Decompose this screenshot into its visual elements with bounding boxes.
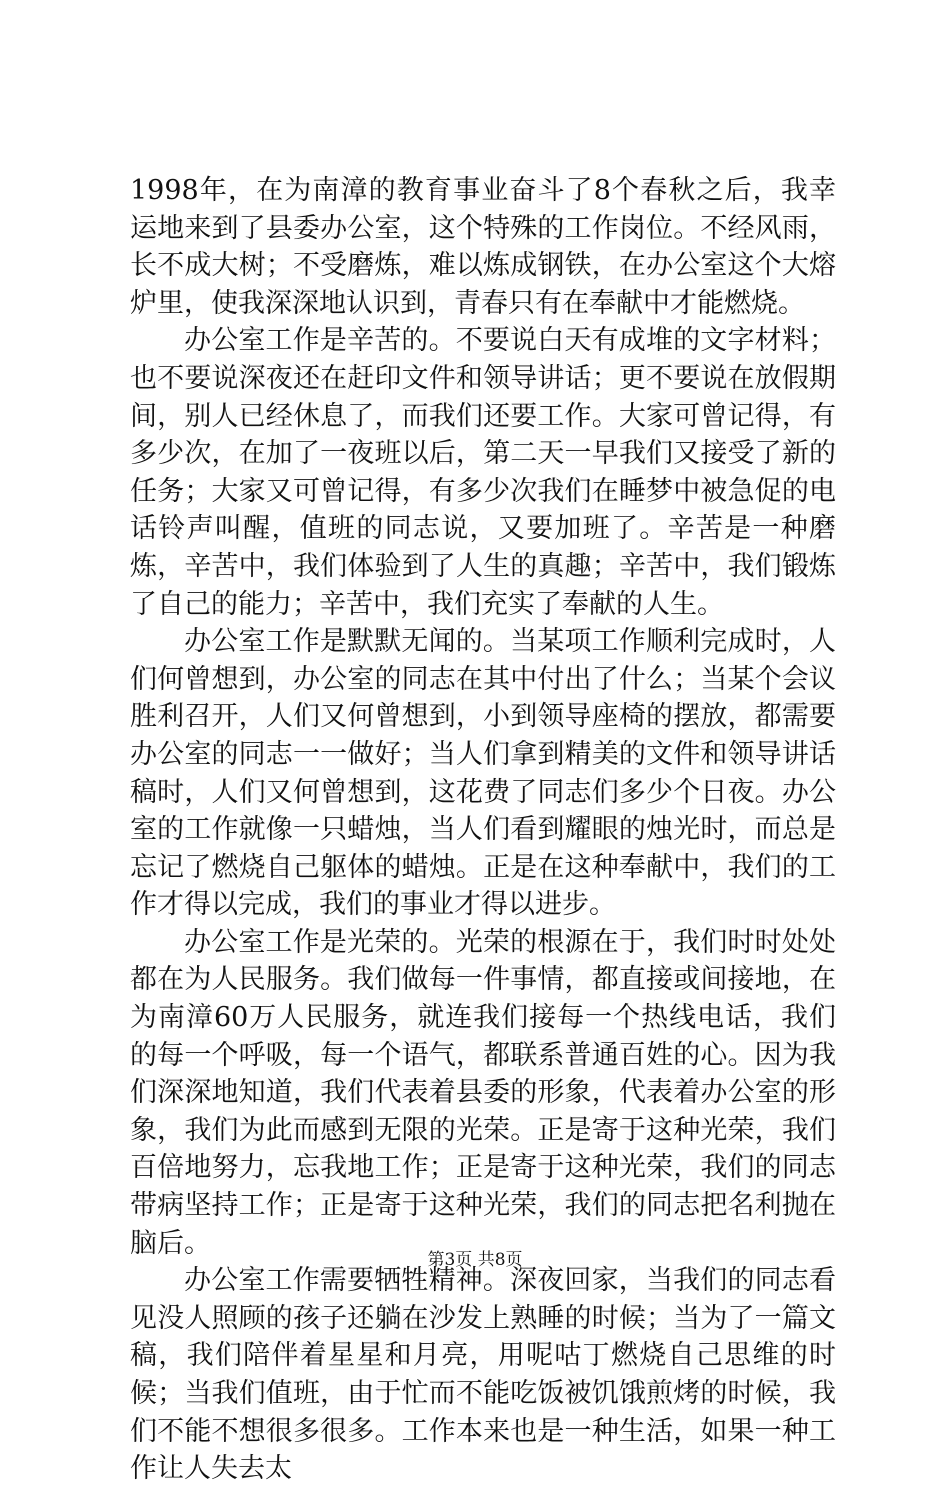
paragraph-3: 办公室工作是默默无闻的。当某项工作顺利完成时，人们何曾想到，办公室的同志在其中付出了什么；当某个会议胜利召开，人们又何曾想到，小到领导座椅的摆放，都需要办公室的同志一一做好；当人们拿到精美的文件和领导讲话稿时，人们又何曾想到，这花费了同志们多少个日夜。办公室的工作就像一只蜡烛，当人们看到耀眼的烛光时，而总是忘记了燃烧自己躯体的蜡烛。正是在这种奉献中，我们的工作才得以完成，我们的事业才得以进步。 <box>130 626 836 921</box>
paragraph-5: 办公室工作需要牺牲精神。深夜回家，当我们的同志看见没人照顾的孩子还躺在沙发上熟睡的时候；当为了一篇文稿，我们陪伴着星星和月亮，用呢咕丁燃烧自己思维的时候；当我们值班，由于忙而不能吃饭被饥饿煎烤的时候，我们不能不想很多很多。工作本来也是一种生活，如果一种工作让人失去太 <box>130 1265 836 1485</box>
paragraph-2: 办公室工作是辛苦的。不要说白天有成堆的文字材料；也不要说深夜还在赶印文件和领导讲话；更不要说在放假期间，别人已经休息了，而我们还要工作。大家可曾记得，有多少次，在加了一夜班以后，第二天一早我们又接受了新的任务；大家又可曾记得，有多少次我们在睡梦中被急促的电话铃声叫醒，值班的同志说，又要加班了。辛苦是一种磨炼，辛苦中，我们体验到了人生的真趣；辛苦中，我们锻炼了自己的能力；辛苦中，我们充实了奉献的人生。 <box>130 325 836 620</box>
paragraph-4: 办公室工作是光荣的。光荣的根源在于，我们时时处处都在为人民服务。我们做每一件事情，都直接或间接地，在为南漳60万人民服务，就连我们接每一个热线电话，我们的每一个呼吸，每一个语气，都联系普通百姓的心。因为我们深深地知道，我们代表着县委的形象，代表着办公室的形象，我们为此而感到无限的光荣。正是寄于这种光荣，我们百倍地努力，忘我地工作；正是寄于这种光荣，我们的同志带病坚持工作；正是寄于这种光荣，我们的同志把名利抛在脑后。 <box>130 926 836 1259</box>
page-number-footer: 第3页 共8页 <box>427 1250 523 1270</box>
document-body <box>130 172 836 1488</box>
paragraph-1: 1998年，在为南漳的教育事业奋斗了8个春秋之后，我幸运地来到了县委办公室，这个特殊的工作岗位。不经风雨，长不成大树；不受磨炼，难以炼成钢铁，在办公室这个大熔炉里，使我深深地认识到，青春只有在奉献中才能燃烧。 <box>130 175 836 319</box>
